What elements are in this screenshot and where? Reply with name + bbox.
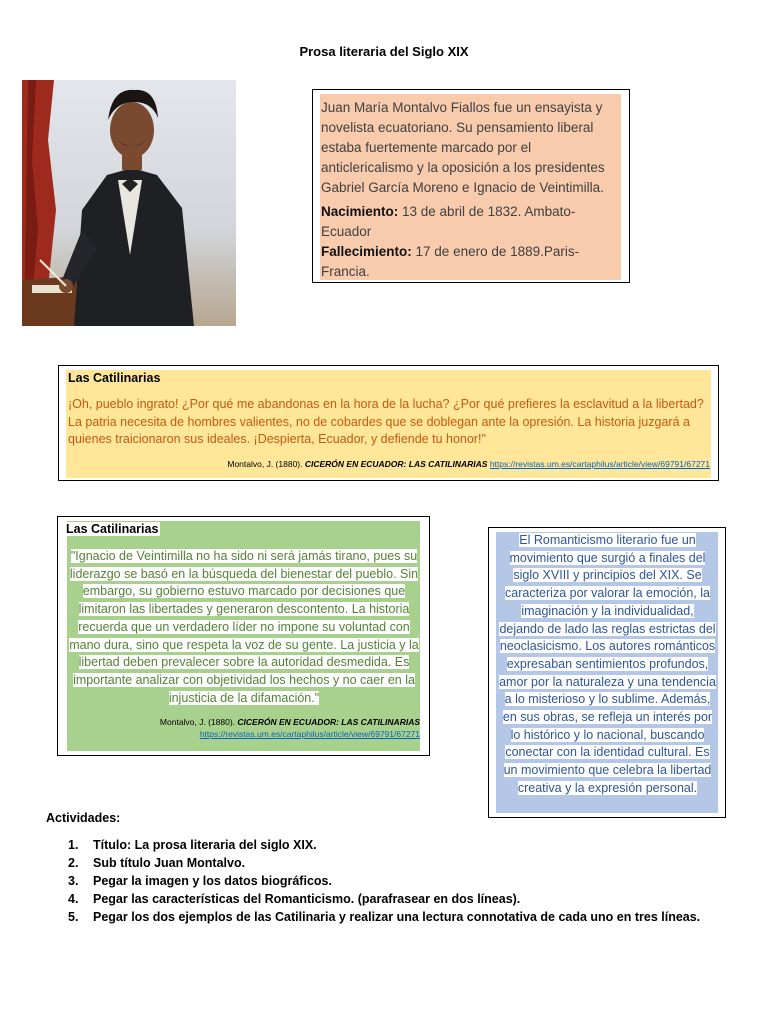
list-item bbox=[46, 854, 700, 872]
list-item bbox=[46, 836, 700, 854]
catilinarias-2-citation bbox=[160, 716, 420, 740]
citation-link[interactable]: https://revistas.um.es/cartaphilus/article/view/69791/67271 bbox=[489, 459, 710, 469]
romanticismo-text bbox=[498, 532, 717, 798]
death-label: Fallecimiento: bbox=[321, 244, 412, 259]
catilinarias-box-2 bbox=[57, 516, 430, 756]
list-item-text: Título: La prosa literaria del siglo XIX. bbox=[93, 838, 317, 852]
catilinarias-1-quote: ¡Oh, pueblo ingrato! ¿Por qué me abandonas en la hora de la lucha? ¿Por qué prefieres la esclavitud a la libertad? La patria necesita de hombres valientes, no de cobardes que se doblegan ante la opresión. La historia juzgará a quienes traicionaron sus ideales. ¡Despierta, Ecuador, y defiende tu honor!" bbox=[68, 397, 704, 446]
bio-birth bbox=[321, 202, 617, 242]
list-item-text: Pegar los dos ejemplos de las Catilinaria y realizar una lectura connotativa de cada uno en tres líneas. bbox=[93, 910, 701, 924]
bio-intro: Juan María Montalvo Fiallos fue un ensayista y novelista ecuatoriano. Su pensamiento liberal estaba fuertemente marcado por el anticlericalismo y la oposición a los presidentes Gabriel García Moreno e Ignacio de Veintimilla. bbox=[321, 100, 605, 195]
romanticismo-box bbox=[488, 527, 726, 818]
list-item-text: Sub título Juan Montalvo. bbox=[93, 856, 246, 870]
catilinarias-2-heading: Las Catilinarias bbox=[66, 522, 159, 536]
citation-title: CICERÓN EN ECUADOR: LAS CATILINARIAS bbox=[237, 717, 420, 727]
list-item-text: Pegar la imagen y los datos biográficos. bbox=[93, 874, 332, 888]
list-item-number: 2. bbox=[68, 856, 79, 870]
death-value: 17 de enero de 1889.Paris-Francia. bbox=[321, 244, 580, 279]
bio-text bbox=[321, 98, 617, 282]
actividades-title: Actividades: bbox=[46, 811, 121, 825]
birth-label: Nacimiento: bbox=[321, 204, 399, 219]
citation-prefix: Montalvo, J. (1880). bbox=[159, 717, 238, 727]
list-item bbox=[46, 890, 700, 908]
birth-value: 13 de abril de 1832. Ambato-Ecuador bbox=[321, 204, 576, 239]
bio-death bbox=[321, 242, 617, 282]
citation-link[interactable]: https://revistas.um.es/cartaphilus/article/view/69791/67271 bbox=[199, 729, 420, 739]
citation-prefix: Montalvo, J. (1880). bbox=[227, 459, 305, 469]
actividades-list bbox=[46, 836, 700, 926]
list-item bbox=[46, 908, 700, 926]
catilinarias-2-quote bbox=[66, 548, 422, 707]
romanticismo-text-content: El Romanticismo literario fue un movimiento que surgió a finales del siglo XVIII y principios del XIX. Se caracteriza por valorar la emoción, la imaginación y la individualidad, dejando de lado las reglas estrictas del neoclasicismo. Los autores románticos expresaban sentimientos profundos, amor por la naturaleza y una tendencia a lo misterioso y lo sublime. Además, en sus obras, se refleja un interés por lo histórico y lo nacional, buscando conectar con la identidad cultural. Es un movimiento que celebra la libertad creativa y la expresión personal. bbox=[499, 533, 716, 795]
portrait-image bbox=[22, 80, 236, 326]
catilinarias-1-citation bbox=[227, 459, 710, 469]
portrait-painting-icon bbox=[22, 80, 236, 326]
list-item-number: 4. bbox=[68, 892, 79, 906]
list-item bbox=[46, 872, 700, 890]
catilinarias-1-heading: Las Catilinarias bbox=[68, 371, 161, 385]
list-item-number: 1. bbox=[68, 838, 79, 852]
page-title: Prosa literaria del Siglo XIX bbox=[299, 44, 469, 59]
list-item-number: 5. bbox=[68, 910, 79, 924]
citation-title: CICERÓN EN ECUADOR: LAS CATILINARIAS bbox=[304, 459, 488, 469]
catilinarias-box-1 bbox=[58, 365, 719, 481]
list-item-number: 3. bbox=[68, 874, 79, 888]
catilinarias-2-quote-text: "Ignacio de Veintimilla no ha sido ni será jamás tirano, pues su liderazgo se basó en la búsqueda del bienestar del pueblo. Sin embargo, su gobierno estuvo marcado por decisiones que limitaron las libertades y generaron descontento. La historia recuerda que un verdadero líder no impone su voluntad con mano dura, sino que respeta la voz de su gente. La justicia y la libertad deben prevalecer sobre la autoridad desmedida. Es importante analizar con objetividad los hechos y no caer en la injusticia de la difamación." bbox=[69, 549, 419, 705]
bio-box bbox=[312, 89, 630, 283]
list-item-text: Pegar las características del Romanticismo. (parafrasear en dos líneas). bbox=[93, 892, 521, 906]
